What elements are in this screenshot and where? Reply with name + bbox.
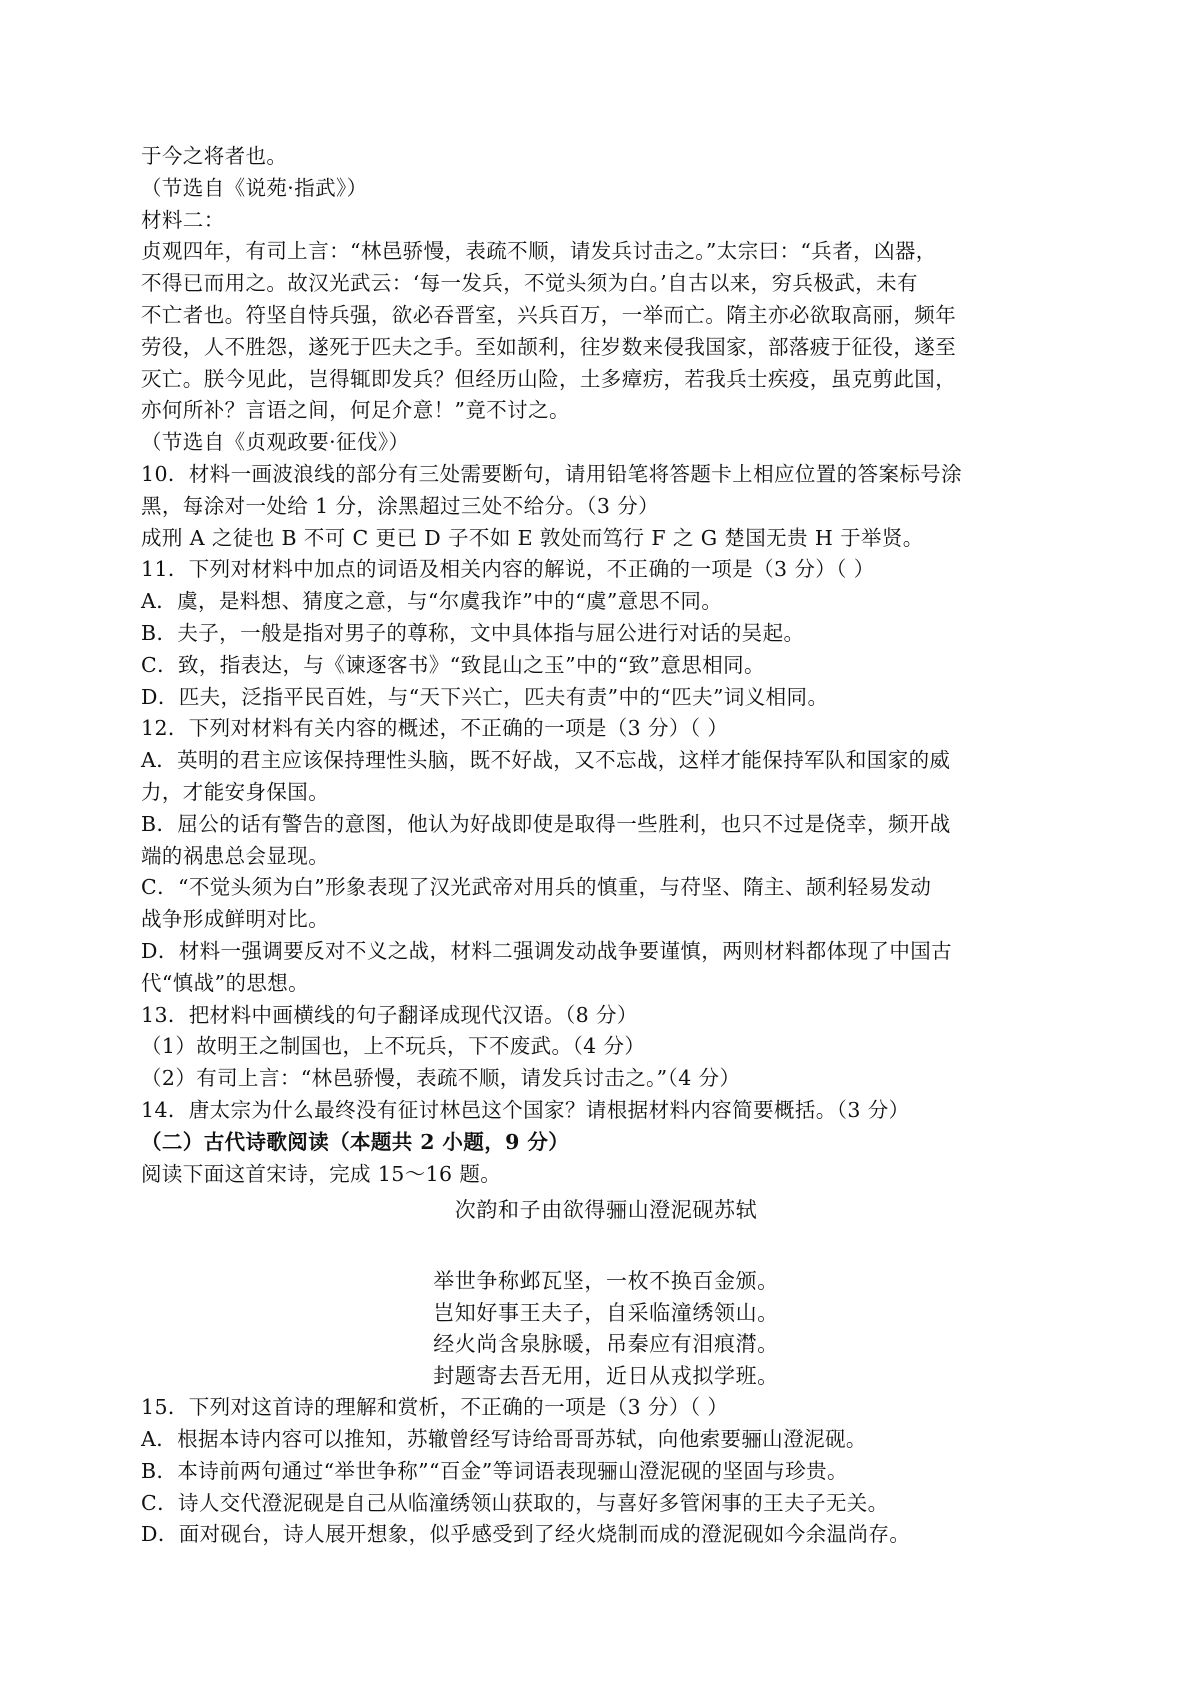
material2-line: 不亡者也。符坚自恃兵强，欲必吞晋室，兴兵百万，一举而亡。隋主亦必欲取高丽，频年 (141, 302, 957, 327)
question-11-option-c: C．致，指表达，与《谏逐客书》“致昆山之玉”中的“致”意思相同。 (141, 652, 765, 677)
question-12-option-c: C．“不觉头须为白”形象表现了汉光武帝对用兵的慎重，与苻坚、隋主、颉利轻易发动 (141, 875, 932, 900)
material2-line: 不得已而用之。故汉光武云：‘每一发兵，不觉头须为白。’自古以来，穷兵极武，未有 (141, 271, 918, 296)
question-15-option-d: D．面对砚台，诗人展开想象，似乎感受到了经火烧制而成的澄泥砚如今余温尚存。 (141, 1522, 911, 1547)
poem-line: 岂知好事王夫子，自采临潼绣领山。 (433, 1300, 779, 1325)
question-12-option-d: D．材料一强调要反对不义之战，材料二强调发动战争要谨慎，两则材料都体现了中国古 (141, 938, 953, 963)
question-11-option-d: D．匹夫，泛指平民百姓，与“天下兴亡，匹夫有责”中的“匹夫”词义相同。 (141, 684, 829, 709)
material1-end-text: 于今之将者也。 (141, 144, 288, 168)
material2-line: 贞观四年，有司上言：“林邑骄慢，表疏不顺，请发兵讨击之。”太宗曰：“兵者，凶器， (141, 239, 937, 264)
question-10-stem-cont: 黑，每涂对一处给 1 分，涂黑超过三处不给分。（3 分） (141, 493, 660, 518)
question-14-stem: 14．唐太宗为什么最终没有征讨林邑这个国家？请根据材料内容简要概括。（3 分） (141, 1097, 910, 1122)
source-citation-1: （节选自《说苑·指武》） (141, 175, 368, 200)
question-15-option-c: C．诗人交代澄泥砚是自己从临潼绣领山获取的，与喜好多管闲事的王夫子无关。 (141, 1490, 889, 1515)
question-12-option-a: A．英明的君主应该保持理性头脑，既不好战，又不忘战，这样才能保持军队和国家的威 (141, 748, 951, 773)
source-citation-2: （节选自《贞观政要·征伐》） (141, 430, 410, 455)
question-12-option-b: B．屈公的话有警告的意图，他认为好战即使是取得一些胜利，也只不过是侥幸，频开战 (141, 811, 951, 836)
section-heading: （二）古代诗歌阅读（本题共 2 小题，9 分） (141, 1129, 570, 1154)
material2-label: 材料二： (141, 207, 225, 232)
material2-line: 劳役，人不胜怨，遂死于匹夫之手。至如颉利，往岁数来侵我国家，部落疲于征役，遂至 (141, 334, 957, 359)
question-11-option-a: A．虞，是料想、猜度之意，与“尔虞我诈”中的“虞”意思不同。 (141, 589, 723, 614)
question-10-stem: 10．材料一画波浪线的部分有三处需要断句，请用铅笔将答题卡上相应位置的答案标号涂 (141, 461, 963, 486)
question-15-option-b: B．本诗前两句通过“举世争称”“百金”等词语表现骊山澄泥砚的坚固与珍贵。 (141, 1458, 848, 1483)
question-15-stem: 15．下列对这首诗的理解和赏析，不正确的一项是（3 分）（ ） (141, 1395, 729, 1420)
question-10-passage: 成刑 A 之徒也 B 不可 C 更已 D 子不如 E 敦处而笃行 F 之 G 楚国无贵 H 于举贤。 (141, 525, 924, 550)
poem-line: 举世争称邺瓦坚，一枚不换百金颁。 (433, 1269, 779, 1294)
exam-page (141, 141, 1071, 1551)
question-15-option-a: A．根据本诗内容可以推知，苏辙曾经写诗给哥哥苏轼，向他索要骊山澄泥砚。 (141, 1427, 867, 1452)
poem-line: 封题寄去吾无用，近日从戎拟学班。 (433, 1363, 779, 1388)
question-11-option-b: B．夫子，一般是指对男子的尊称，文中具体指与屈公进行对话的吴起。 (141, 620, 805, 645)
poem-gap (141, 1240, 1071, 1266)
question-11-stem: 11．下列对材料中加点的词语及相关内容的解说，不正确的一项是（3 分）（ ） (141, 557, 875, 582)
poem-intro: 阅读下面这首宋诗，完成 15～16 题。 (141, 1161, 502, 1186)
material2-line: 灭亡。朕今见此，岂得辄即发兵？但经历山险，土多瘴疠，若我兵士疾疫，虽克剪此国， (141, 366, 957, 391)
question-13-stem: 13．把材料中画横线的句子翻译成现代汉语。（8 分） (141, 1002, 638, 1027)
question-12-option-c-cont: 战争形成鲜明对比。 (141, 907, 330, 932)
question-12-option-d-cont: 代“慎战”的思想。 (141, 970, 310, 995)
question-13-part-1: （1）故明王之制国也，上不玩兵，下不废武。（4 分） (141, 1034, 646, 1059)
question-12-option-b-cont: 端的祸患总会显现。 (141, 843, 330, 868)
question-12-stem: 12．下列对材料有关内容的概述，不正确的一项是（3 分）（ ） (141, 716, 729, 741)
question-12-option-a-cont: 力，才能安身保国。 (141, 779, 330, 804)
poem-title: 次韵和子由欲得骊山澄泥砚苏轼 (454, 1198, 758, 1223)
poem-line: 经火尚含泉脉暖，吊秦应有泪痕潸。 (433, 1332, 779, 1357)
material2-line: 亦何所补？言语之间，何足介意！”竟不讨之。 (141, 398, 570, 423)
question-13-part-2: （2）有司上言：“林邑骄慢，表疏不顺，请发兵讨击之。”（4 分） (141, 1066, 741, 1091)
